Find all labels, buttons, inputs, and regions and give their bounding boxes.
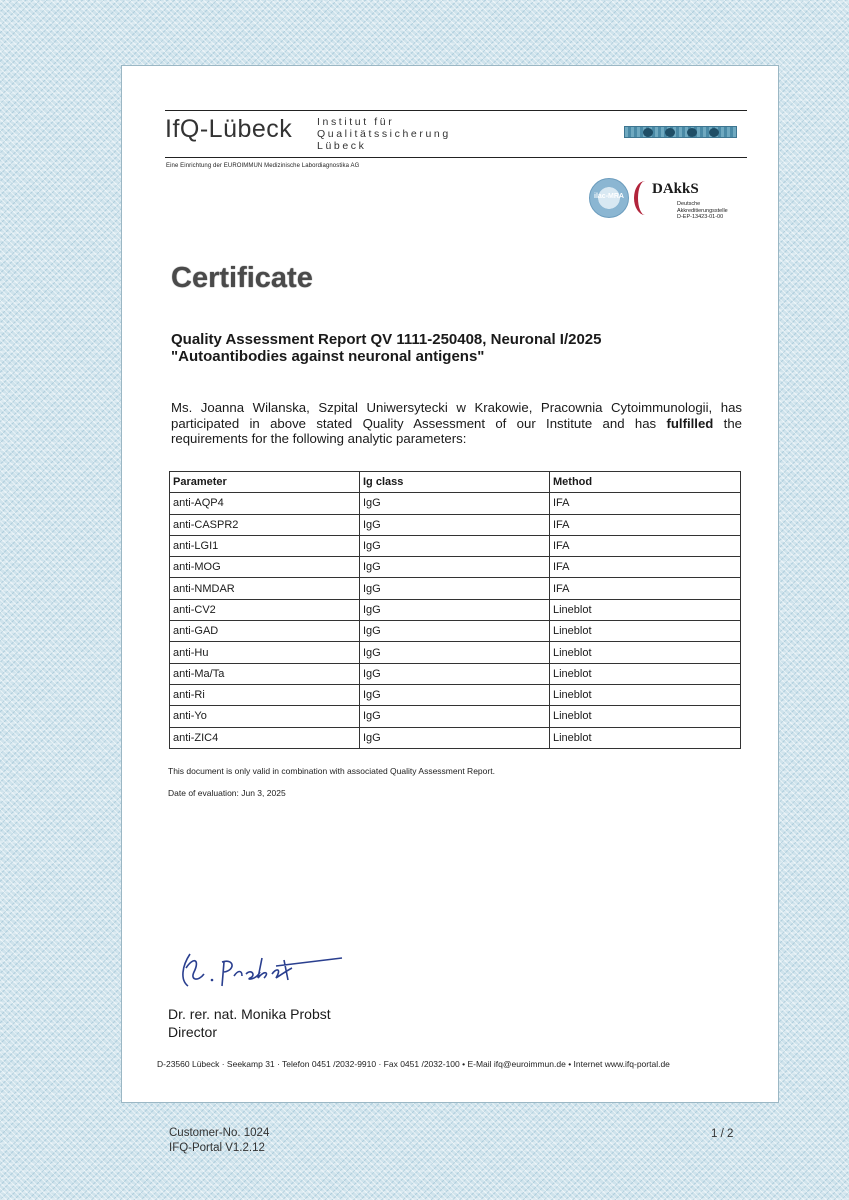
parameter-cell: anti-Ri bbox=[170, 684, 360, 705]
ig-class-cell: IgG bbox=[360, 514, 550, 535]
parameter-cell: anti-Ma/Ta bbox=[170, 663, 360, 684]
parameter-cell: anti-MOG bbox=[170, 557, 360, 578]
column-header-parameter: Parameter bbox=[170, 472, 360, 493]
statement-fulfilled: fulfilled bbox=[666, 415, 714, 431]
column-header-ig-class: Ig class bbox=[360, 472, 550, 493]
table-row bbox=[170, 493, 741, 514]
header-top-rule bbox=[165, 110, 747, 111]
method-cell: Lineblot bbox=[550, 706, 741, 727]
ig-class-cell: IgG bbox=[360, 727, 550, 748]
table-row bbox=[170, 535, 741, 556]
table-row bbox=[170, 706, 741, 727]
method-cell: IFA bbox=[550, 557, 741, 578]
table-row bbox=[170, 684, 741, 705]
table-row bbox=[170, 642, 741, 663]
dakks-line-2: Akkreditierungsstelle bbox=[677, 207, 728, 214]
table-row bbox=[170, 599, 741, 620]
ig-class-cell: IgG bbox=[360, 535, 550, 556]
certificate-sheet bbox=[121, 65, 779, 1103]
ig-class-cell: IgG bbox=[360, 663, 550, 684]
method-cell: IFA bbox=[550, 514, 741, 535]
method-cell: Lineblot bbox=[550, 727, 741, 748]
dakks-title: DAkkS bbox=[652, 181, 699, 197]
header-bottom-rule bbox=[165, 157, 747, 158]
institute-name bbox=[317, 116, 451, 152]
ig-class-cell: IgG bbox=[360, 642, 550, 663]
parameter-cell: anti-AQP4 bbox=[170, 493, 360, 514]
ig-class-cell: IgG bbox=[360, 706, 550, 727]
report-subtitle: "Autoantibodies against neuronal antigens" bbox=[171, 348, 485, 365]
ig-class-cell: IgG bbox=[360, 621, 550, 642]
validity-note: This document is only valid in combination with associated Quality Assessment Report. bbox=[168, 766, 495, 776]
ig-class-cell: IgG bbox=[360, 557, 550, 578]
parameter-cell: anti-Yo bbox=[170, 706, 360, 727]
evaluation-date: Date of evaluation: Jun 3, 2025 bbox=[168, 788, 286, 798]
participation-statement bbox=[171, 400, 742, 447]
certificate-title: Certificate bbox=[171, 262, 313, 294]
parameter-cell: anti-CASPR2 bbox=[170, 514, 360, 535]
signature-icon bbox=[172, 946, 352, 996]
statement-text-end: the requirements for the following analytic parameters: bbox=[171, 415, 742, 446]
method-cell: IFA bbox=[550, 493, 741, 514]
institute-line-2: Qualitätssicherung bbox=[317, 128, 451, 140]
ifq-logo: IfQ-Lübeck bbox=[165, 115, 293, 143]
ig-class-cell: IgG bbox=[360, 599, 550, 620]
parameter-cell: anti-ZIC4 bbox=[170, 727, 360, 748]
parameter-cell: anti-CV2 bbox=[170, 599, 360, 620]
table-row bbox=[170, 514, 741, 535]
method-cell: IFA bbox=[550, 578, 741, 599]
table-row bbox=[170, 578, 741, 599]
header-subline: Eine Einrichtung der EUROIMMUN Medizinische Labordiagnostika AG bbox=[166, 163, 360, 169]
ig-class-cell: IgG bbox=[360, 578, 550, 599]
method-cell: Lineblot bbox=[550, 663, 741, 684]
customer-number: Customer-No. 1024 bbox=[169, 1127, 270, 1139]
method-cell: Lineblot bbox=[550, 642, 741, 663]
parameter-cell: anti-Hu bbox=[170, 642, 360, 663]
parameter-cell: anti-LGI1 bbox=[170, 535, 360, 556]
table-row bbox=[170, 557, 741, 578]
ig-class-cell: IgG bbox=[360, 684, 550, 705]
decorative-banner-icon bbox=[624, 126, 737, 138]
method-cell: IFA bbox=[550, 535, 741, 556]
column-header-method: Method bbox=[550, 472, 741, 493]
table-row bbox=[170, 663, 741, 684]
method-cell: Lineblot bbox=[550, 599, 741, 620]
institute-line-1: Institut für bbox=[317, 116, 395, 128]
report-title: Quality Assessment Report QV 1111-250408, Neuronal I/2025 bbox=[171, 331, 602, 348]
signer-name: Dr. rer. nat. Monika Probst bbox=[168, 1006, 331, 1022]
parameters-table bbox=[169, 471, 741, 749]
table-header-row bbox=[170, 472, 741, 493]
dakks-details bbox=[677, 201, 728, 221]
statement-text-start: Ms. Joanna Wilanska, Szpital Uniwersytecki w Krakowie, Pracownia Cytoimmunologii, has participated in above stated Quality Assessment of our Institute and has bbox=[171, 400, 742, 431]
table-row bbox=[170, 621, 741, 642]
ig-class-cell: IgG bbox=[360, 493, 550, 514]
page-number: 1 / 2 bbox=[711, 1128, 734, 1140]
portal-version: IFQ-Portal V1.2.12 bbox=[169, 1142, 265, 1154]
dakks-line-1: Deutsche bbox=[677, 201, 701, 207]
institute-line-3: Lübeck bbox=[317, 140, 367, 152]
method-cell: Lineblot bbox=[550, 684, 741, 705]
parameter-cell: anti-NMDAR bbox=[170, 578, 360, 599]
ilac-mra-label: ilac-MRA bbox=[594, 193, 624, 200]
dakks-line-3: D-EP-13423-01-00 bbox=[677, 214, 724, 220]
parameter-cell: anti-GAD bbox=[170, 621, 360, 642]
address-footer: D-23560 Lübeck · Seekamp 31 · Telefon 0451 /2032-9910 · Fax 0451 /2032-100 • E-Mail ifq@euroimmun.de • Internet www.ifq-portal.de bbox=[157, 1059, 670, 1069]
table-row bbox=[170, 727, 741, 748]
method-cell: Lineblot bbox=[550, 621, 741, 642]
signer-role: Director bbox=[168, 1024, 218, 1040]
